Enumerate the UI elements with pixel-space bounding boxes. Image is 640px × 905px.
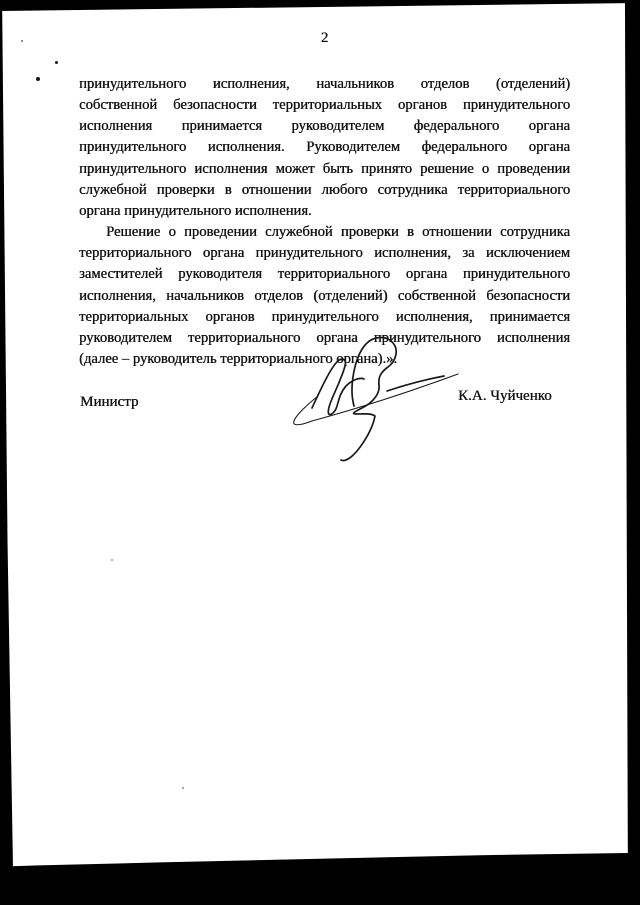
text-line: служебной проверки в отношении любого сотрудника территориального — [79, 181, 570, 198]
signer-name: К.А. Чуйченко — [458, 388, 552, 404]
scan-speck — [182, 787, 184, 789]
page-number: 2 — [320, 30, 329, 46]
text-line: собственной безопасности территориальных органов принудительного — [79, 97, 570, 114]
text-line: Решение о проведении служебной проверки в отношении сотрудника — [106, 224, 570, 241]
scan-edge-bottom — [0, 845, 640, 905]
scan-speck — [111, 559, 113, 561]
text-line: принудительного исполнения, начальников отделов (отделений) — [79, 76, 570, 92]
text-line: (далее – руководитель территориального органа).». — [79, 351, 397, 368]
text-line: принудительного исполнения. Руководителем федерального органа — [79, 139, 570, 156]
text-line: принудительного исполнения может быть принято решение о проведении — [79, 160, 570, 177]
text-line: заместителей руководителя территориального органа принудительного — [79, 266, 570, 283]
minister-title: Министр — [80, 394, 139, 410]
scan-speck — [36, 77, 40, 81]
text-line: исполнения принимается руководителем федерального органа — [79, 118, 570, 135]
text-line: руководителем территориального органа принудительного исполнения — [79, 329, 570, 346]
text-line: исполнения, начальников отделов (отделений) собственной безопасности — [79, 287, 570, 304]
text-line: органа принудительного исполнения. — [79, 202, 312, 219]
scan-speck — [55, 61, 58, 64]
body-text — [79, 74, 570, 370]
scan-edge-right — [624, 0, 640, 905]
text-line: территориального органа принудительного исполнения, за исключением — [79, 245, 570, 262]
scan-speck — [21, 40, 23, 42]
text-line: территориальных органов принудительного исполнения, принимается — [79, 308, 570, 325]
scan-edge-left — [0, 0, 13, 905]
scan-edge-top — [0, 0, 640, 11]
